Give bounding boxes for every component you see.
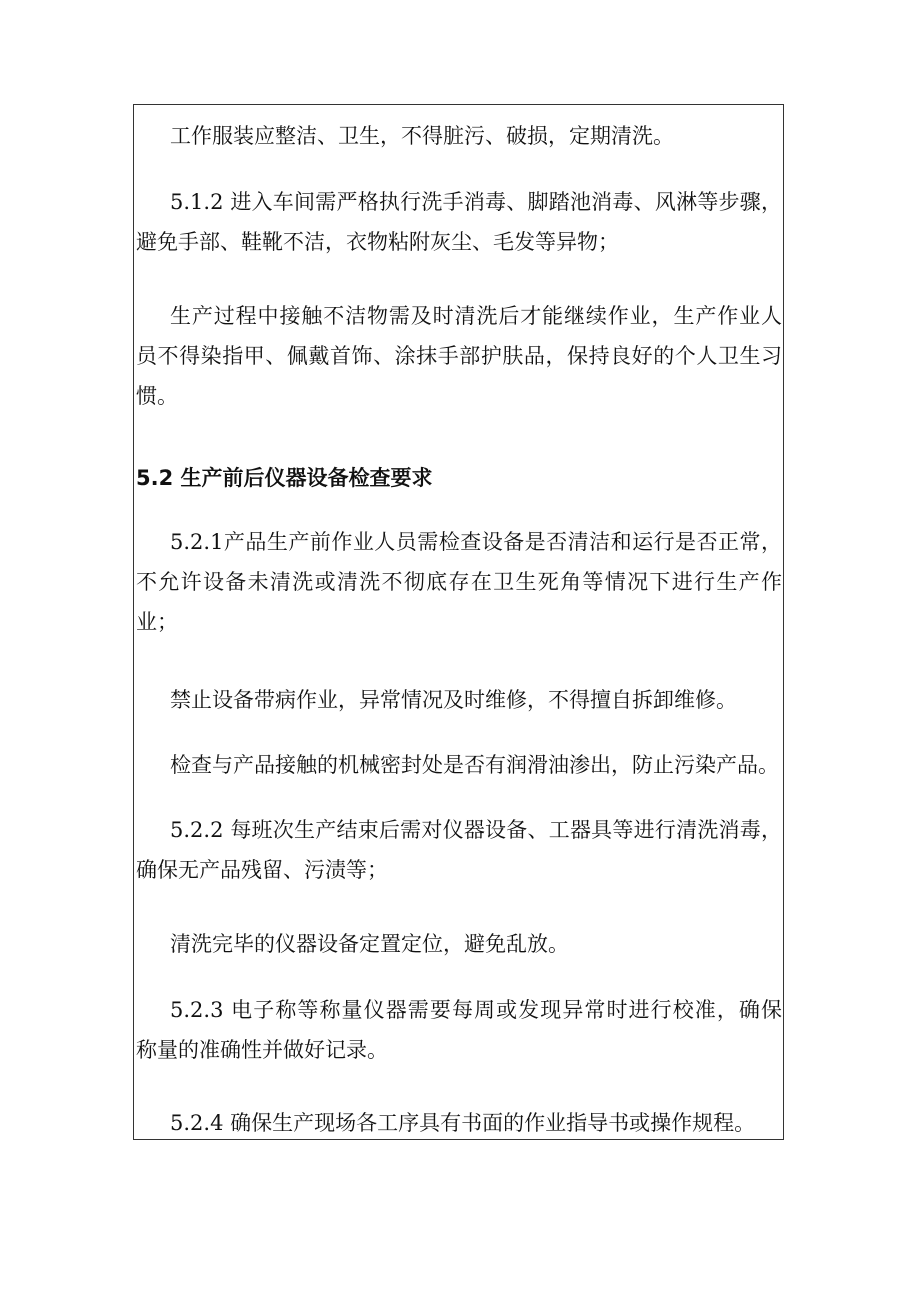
paragraph-hygiene-habits — [136, 296, 782, 416]
text-line: 禁止设备带病作业，异常情况及时维修，不得擅自拆卸维修。 — [170, 688, 737, 712]
paragraph-5-2-2 — [136, 810, 782, 890]
paragraph-seal-check — [136, 745, 782, 785]
paragraph-5-1-2 — [136, 182, 782, 262]
text-line: 5.2.1产品生产前作业人员需检查设备是否清洁和运行是否正常， — [170, 530, 782, 554]
text-line: 员不得染指甲、佩戴首饰、涂抹手部护肤品，保持良好的个人卫生习 — [136, 344, 782, 368]
paragraph-fixed-position — [136, 924, 782, 964]
paragraph-5-2-1 — [136, 522, 782, 642]
text-line: 工作服装应整洁、卫生，不得脏污、破损，定期清洗。 — [170, 124, 674, 148]
paragraph-work-clothing — [136, 116, 782, 156]
section-heading-5-2: 5.2 生产前后仪器设备检查要求 — [136, 466, 433, 490]
text-line: 生产过程中接触不洁物需及时清洗后才能继续作业，生产作业人 — [170, 304, 782, 328]
text-line: 清洗完毕的仪器设备定置定位，避免乱放。 — [170, 932, 569, 956]
text-line: 称量的准确性并做好记录。 — [136, 1038, 388, 1062]
text-line: 惯。 — [136, 384, 178, 408]
text-line: 5.2.4 确保生产现场各工序具有书面的作业指导书或操作规程。 — [170, 1111, 756, 1135]
paragraph-5-2-3 — [136, 990, 782, 1070]
paragraph-no-faulty-operation — [136, 680, 782, 720]
text-line: 检查与产品接触的机械密封处是否有润滑油渗出，防止污染产品。 — [170, 753, 779, 777]
text-line: 5.1.2 进入车间需严格执行洗手消毒、脚踏池消毒、风淋等步骤， — [170, 190, 782, 214]
text-line: 避免手部、鞋靴不洁，衣物粘附灰尘、毛发等异物； — [136, 230, 619, 254]
paragraph-5-2-4 — [136, 1103, 782, 1143]
text-line: 业； — [136, 610, 178, 634]
text-line: 确保无产品残留、污渍等； — [136, 858, 388, 882]
text-line: 5.2.2 每班次生产结束后需对仪器设备、工器具等进行清洗消毒， — [170, 818, 782, 842]
text-line: 不允许设备未清洗或清洗不彻底存在卫生死角等情况下进行生产作 — [136, 570, 782, 594]
text-line: 5.2.3 电子称等称量仪器需要每周或发现异常时进行校准，确保 — [170, 998, 782, 1022]
